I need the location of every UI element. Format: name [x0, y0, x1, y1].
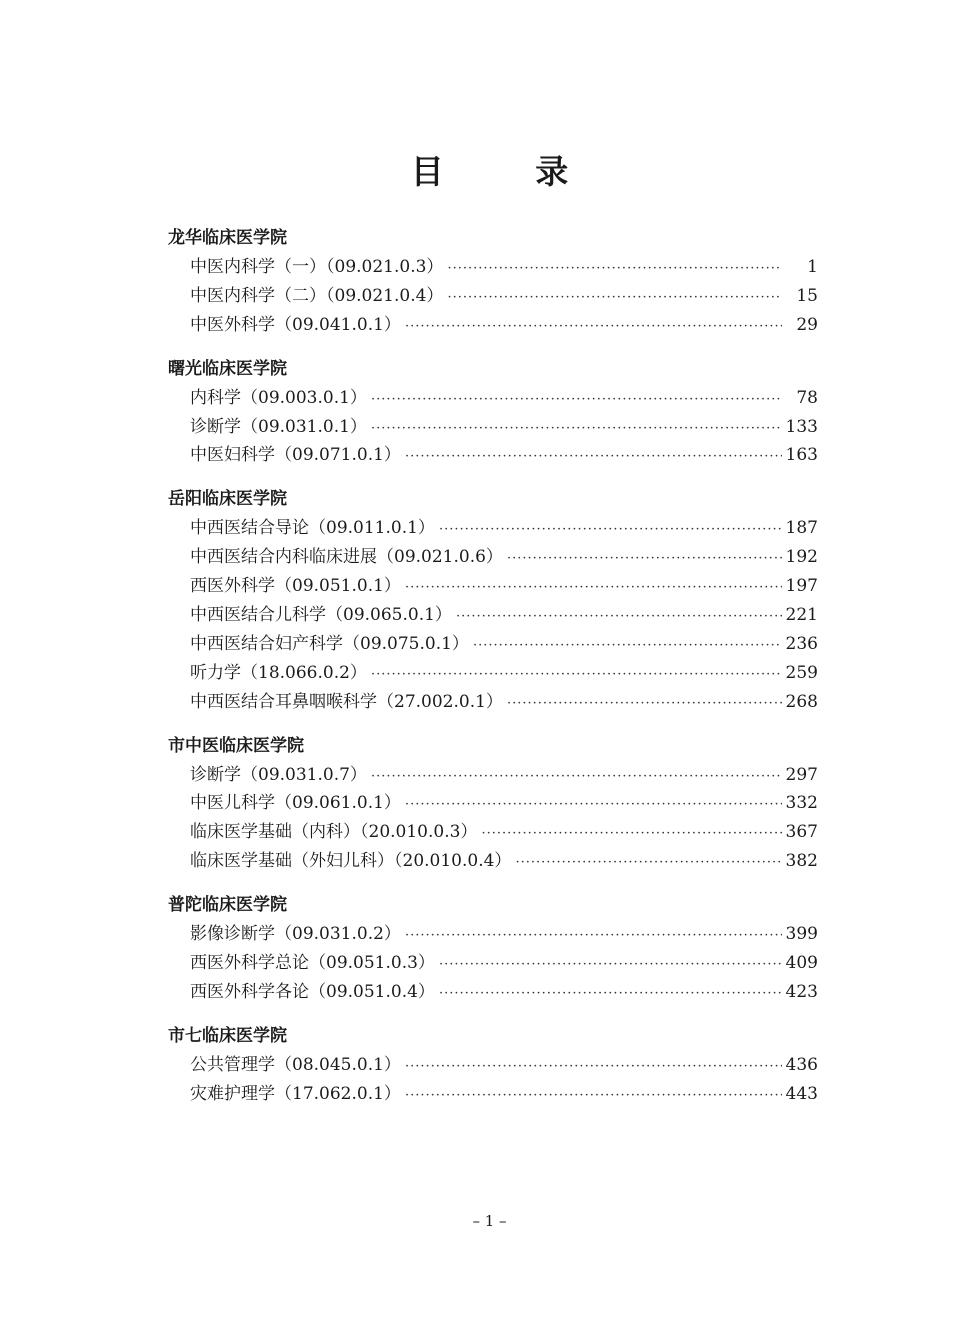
dot-leader [405, 1082, 782, 1111]
dot-leader [447, 284, 782, 313]
toc-section [168, 731, 818, 877]
entry-label: 中西医结合内科临床进展（09.021.0.6） [190, 547, 503, 568]
toc-entry[interactable] [168, 543, 818, 572]
section-title: 普陀临床医学院 [168, 895, 287, 916]
toc-entry[interactable] [168, 311, 818, 340]
entry-page-number: 367 [785, 822, 818, 843]
dot-leader [439, 516, 782, 545]
toc-entry[interactable] [168, 384, 818, 413]
toc-entry[interactable] [168, 818, 818, 847]
entry-page-number: 268 [785, 691, 818, 712]
toc-entry[interactable] [168, 761, 818, 790]
toc-entry[interactable] [168, 630, 818, 659]
entry-label: 中医儿科学（09.061.0.1） [190, 793, 401, 814]
entry-label: 临床医学基础（内科）（20.010.0.3） [190, 822, 478, 843]
entry-page-number: 423 [785, 981, 818, 1002]
section-title: 市中医临床医学院 [168, 735, 304, 756]
toc-entry[interactable] [168, 949, 818, 978]
dot-leader [405, 1053, 782, 1082]
toc-entry[interactable] [168, 572, 818, 601]
toc-entry[interactable] [168, 514, 818, 543]
toc-entry[interactable] [168, 978, 818, 1007]
dot-leader [405, 313, 782, 342]
toc-entry[interactable] [168, 282, 818, 311]
dot-leader [405, 791, 782, 820]
toc-section [168, 484, 818, 716]
section-title: 曙光临床医学院 [168, 358, 287, 379]
entry-page-number: 163 [785, 445, 818, 466]
table-of-contents [168, 223, 818, 1123]
entry-label: 影像诊断学（09.031.0.2） [190, 924, 401, 945]
entry-page-number: 436 [785, 1054, 818, 1075]
toc-entry[interactable] [168, 659, 818, 688]
entry-page-number: 236 [785, 633, 818, 654]
entry-label: 诊断学（09.031.0.1） [190, 416, 367, 437]
entry-page-number: 221 [785, 605, 818, 626]
entry-label: 西医外科学（09.051.0.1） [190, 576, 401, 597]
toc-entry[interactable] [168, 688, 818, 717]
toc-entry[interactable] [168, 601, 818, 630]
entry-page-number: 259 [785, 662, 818, 683]
entry-label: 中医外科学（09.041.0.1） [190, 314, 401, 335]
dot-leader [473, 632, 782, 661]
entry-page-number: 192 [785, 547, 818, 568]
entry-label: 灾难护理学（17.062.0.1） [190, 1083, 401, 1104]
dot-leader [507, 545, 782, 574]
section-title: 岳阳临床医学院 [168, 489, 287, 510]
toc-entry[interactable] [168, 789, 818, 818]
entry-page-number: 1 [807, 257, 818, 277]
entry-page-number: 133 [785, 416, 818, 437]
entry-label: 中西医结合耳鼻咽喉科学（27.002.0.1） [190, 691, 503, 712]
entry-label: 西医外科学总论（09.051.0.3） [190, 953, 435, 974]
entry-label: 临床医学基础（外妇儿科）（20.010.0.4） [190, 851, 512, 872]
toc-section [168, 1021, 818, 1109]
dot-leader [456, 603, 782, 632]
dot-leader [405, 443, 782, 472]
entry-page-number: 297 [785, 764, 818, 785]
dot-leader [447, 255, 782, 284]
entry-label: 听力学（18.066.0.2） [190, 662, 367, 683]
dot-leader [371, 386, 782, 415]
toc-entry[interactable] [168, 441, 818, 470]
entry-label: 内科学（09.003.0.1） [190, 387, 367, 408]
entry-label: 中西医结合导论（09.011.0.1） [190, 518, 435, 539]
entry-page-number: 382 [785, 851, 818, 872]
entry-label: 中西医结合儿科学（09.065.0.1） [190, 605, 452, 626]
dot-leader [481, 820, 781, 849]
entry-page-number: 332 [785, 793, 818, 814]
entry-label: 西医外科学各论（09.051.0.4） [190, 981, 435, 1002]
entry-label: 中医妇科学（09.071.0.1） [190, 445, 401, 466]
entry-page-number: 409 [785, 953, 818, 974]
entry-page-number: 78 [796, 387, 818, 408]
section-title: 市七临床医学院 [168, 1025, 287, 1046]
page-number: – 1 – [472, 1212, 507, 1230]
entry-page-number: 399 [785, 924, 818, 945]
entry-page-number: 443 [785, 1083, 818, 1104]
entry-label: 中医内科学（一）（09.021.0.3） [190, 257, 444, 277]
toc-entry[interactable] [168, 1051, 818, 1080]
toc-entry[interactable] [168, 413, 818, 442]
page-title: 目 录 [410, 152, 609, 191]
entry-page-number: 187 [785, 518, 818, 539]
dot-leader [371, 661, 782, 690]
entry-label: 公共管理学（08.045.0.1） [190, 1054, 401, 1075]
dot-leader [439, 951, 782, 980]
entry-page-number: 197 [785, 576, 818, 597]
toc-section [168, 223, 818, 340]
toc-entry[interactable] [168, 1080, 818, 1109]
dot-leader [371, 763, 782, 792]
dot-leader [405, 574, 782, 603]
toc-entry[interactable] [168, 253, 818, 282]
dot-leader [515, 849, 781, 878]
entry-page-number: 15 [796, 285, 818, 306]
dot-leader [371, 415, 782, 444]
dot-leader [439, 980, 782, 1009]
toc-section [168, 354, 818, 471]
dot-leader [507, 690, 782, 719]
entry-label: 中医内科学（二）（09.021.0.4） [190, 285, 444, 306]
entry-label: 诊断学（09.031.0.7） [190, 764, 367, 785]
entry-label: 中西医结合妇产科学（09.075.0.1） [190, 633, 469, 654]
toc-entry[interactable] [168, 920, 818, 949]
dot-leader [405, 922, 782, 951]
entry-page-number: 29 [796, 314, 818, 335]
toc-section [168, 890, 818, 1007]
section-title: 龙华临床医学院 [168, 228, 287, 248]
toc-entry[interactable] [168, 847, 818, 876]
